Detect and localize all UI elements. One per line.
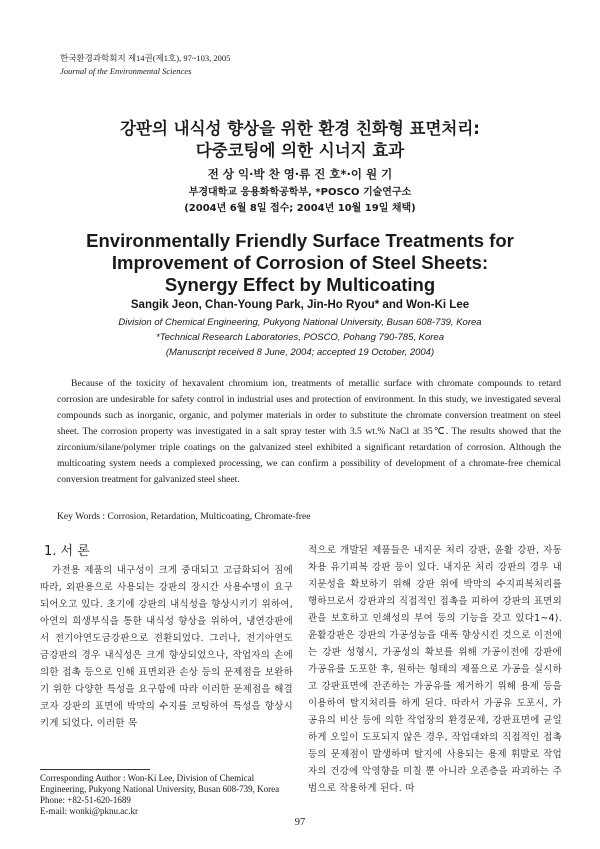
manuscript-dates: (Manuscript received 8 June, 2004; accepted 19 October, 2004) [165,347,435,358]
korean-dates: (2004년 6월 8일 접수; 2004년 10월 19일 채택) [184,203,416,214]
section-heading-introduction: 1. 서 론 [44,544,90,559]
introduction-text-left: 가전용 제품의 내구성이 크게 중대되고 고급화되어 짐에 따라, 외판용으로 사용되는 강판의 장시간 사용수명이 요구되어오고 있다. 초기에 강판의 내식성을 향상시키기 위하여, 아연의 희생부식을 통한 내식성 향상을 위하여, 냉연강판에서 전기아연도금강판으로 전환되었다. 그러나, 전기아연도금강판의 경우 내식성은 크게 향상되었으나, 작업자의 손에 의한 접촉 등으로 인해 표면외관 손상 등의 문제점을 보완하기 위한 다양한 특성을 요구함에 따라 이러한 문제점을 해결코자 강판의 표면에 박막의 수지를 코팅하여 특성을 향상시키게 되었다. 이러한 목 [40,565,293,729]
english-title-line-1: Environmentally Friendly Surface Treatments for [86,230,514,251]
english-authors: Sangik Jeon, Chan-Young Park, Jin-Ho Ryou* and Won-Ki Lee [130,299,470,311]
body-column-left [40,542,293,732]
english-affiliation [40,315,560,360]
footnote-divider [40,769,150,770]
english-title-line-2: Improvement of Corrosion of Steel Sheets: [111,252,489,273]
korean-authors: 전 상 익·박 찬 영·류 진 호*·이 원 기 [207,167,393,181]
english-title [40,230,560,296]
keywords: Key Words : Corrosion, Retardation, Multicoating, Chromate-free [57,511,311,522]
korean-affiliation: 부경대학교 응용화학공학부, *POSCO 기술연구소 [188,187,412,198]
body-column-right [308,542,562,797]
journal-header [60,52,230,78]
english-title-line-3: Synergy Effect by Multicoating [164,274,436,295]
journal-name-en: Journal of the Environmental Sciences [60,66,192,76]
affiliation-pukyong: Division of Chemical Engineering, Pukyong National University, Busan 608-739, Korea [118,317,482,328]
author-phone: Phone: +82-51-620-1689 [40,795,131,805]
affiliation-posco: *Technical Research Laboratories, POSCO, Pohang 790-785, Korea [156,332,444,343]
page-number: 97 [294,817,306,828]
footnote [40,773,293,817]
journal-citation-ko: 한국환경과학회지 제14권(제1호), 97~103, 2005 [60,53,231,63]
korean-title [40,118,560,162]
korean-title-line-2: 다중코팅에 의한 시너지 효과 [195,141,405,160]
korean-title-line-1: 강판의 내식성 향상을 위한 환경 친화형 표면처리: [120,119,480,138]
corresponding-author: Corresponding Author : Won-Ki Lee, Division of Chemical Engineering, Pukyong National University, Busan 608-739, Korea [40,773,280,794]
abstract: Because of the toxicity of hexavalent chromium ion, treatments of metallic surface with chromate compounds to retard corrosion are undesirable for safety control in industrial uses and protection of environment. In this study, we investigated several compounds such as inorganic, organic, and polymer materials in order to substitute the chromate conversion treatment on steel sheet. The corrosion property was investigated in a salt spray tester with 3.5 wt.% NaCl at 35℃. The results showed that the zirconium/silane/polymer triple coatings on the galvanized steel exhibited a significant retardation of corrosion. Although the multicoating system needs a complexed processing, we can confirm a possibility of development of a chromate-free chemical conversion treatment for galvanized steel sheet. [57,378,561,485]
introduction-text-right: 적으로 개발된 제품들은 내지문 처리 강판, 윤활 강판, 자동차용 유기피복 강판 등이 있다. 내지문 처리 강판의 경우 내지문성을 확보하기 위해 강판 위에 박막의 수지피복처리를 행하므로서 강판과의 직접적인 접촉을 피하여 강판의 표면외관을 보호하고 인쇄성의 부여 등의 기능을 갖고 있다1~4). 윤활강판은 강판의 가공성능을 대폭 향상시킨 것으로 이전에는 강판 성형시, 가공성의 확보를 위해 가공이전에 강판에 가공유를 도포한 후, 원하는 형태의 제품으로 가공을 실시하고 강판표면에 잔존하는 가공유를 제거하기 위해 용제 등을 이용하여 탈지처리를 하게 된다. 따라서 가공유 도포시, 가공유의 비산 등에 의한 작업장의 환경문제, 강판표면에 균일하게 오일이 도포되지 않은 경우, 작업대와의 직접적인 접촉 등의 문제점이 발생하며 탈지에 사용되는 용제 휘발로 작업자의 건강에 악영향을 미칠 뿐 아니라 오존층을 파괴하는 주범으로 작용하게 된다. 따 [308,545,562,794]
author-email: E-mail: wonki@pknu.ac.kr [40,806,139,816]
